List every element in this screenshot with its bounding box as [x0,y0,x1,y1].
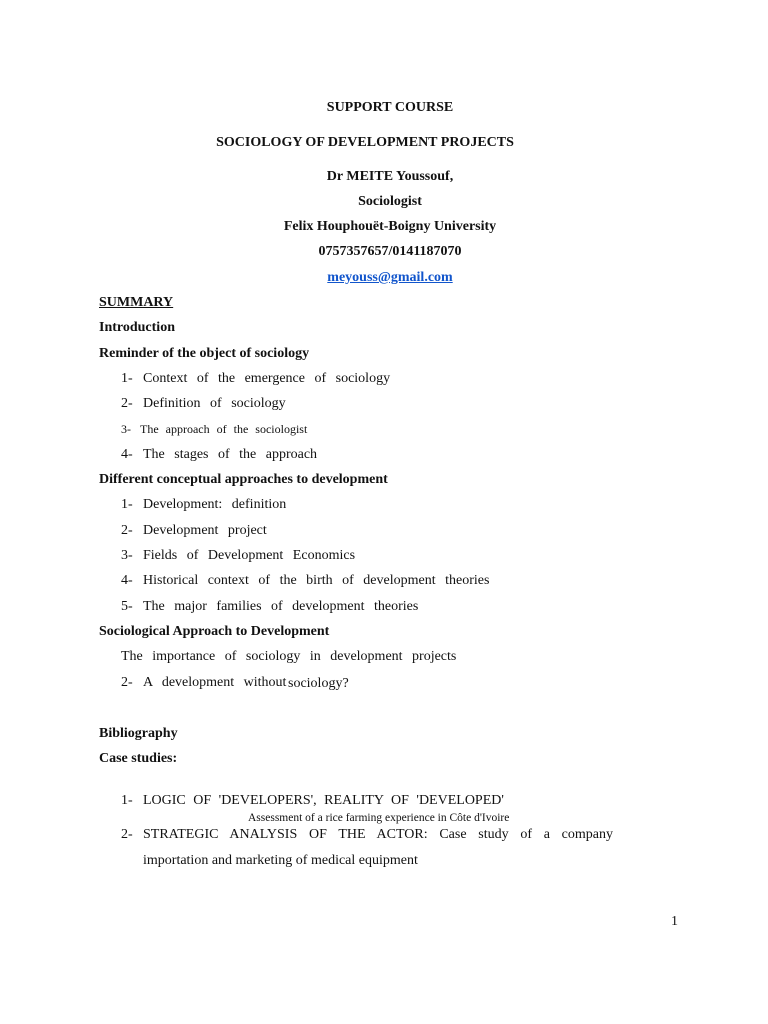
section-2-heading: Different conceptual approaches to development [99,472,388,487]
section-1-item-4: 4- The stages of the approach [121,447,318,462]
section-2-item-4: 4- Historical context of the birth of development theories [121,573,490,588]
section-1-heading: Reminder of the object of sociology [99,346,310,361]
section-3-heading: Sociological Approach to Development [99,624,330,639]
section-3-item-2: 2- A development without [121,675,287,690]
case-study-2-num: 2- [121,827,133,842]
section-3-item-1: The importance of sociology in development projects [121,649,457,664]
case-study-1-subtitle: Assessment of a rice farming experience in Côte d'Ivoire [248,812,510,824]
case-study-2-line-1: STRATEGIC ANALYSIS OF THE ACTOR: Case study of a company [143,827,613,842]
case-study-1-title: 1- LOGIC OF 'DEVELOPERS', REALITY OF 'DEVELOPED' [121,793,504,808]
section-1-item-2: 2- Definition of sociology [121,396,286,411]
email-link[interactable]: meyouss@gmail.com [327,270,453,285]
section-1-item-1: 1- Context of the emergence of sociology [121,371,391,386]
section-2-item-3: 3- Fields of Development Economics [121,548,356,563]
case-studies-heading: Case studies: [99,751,178,766]
course-title: SOCIOLOGY OF DEVELOPMENT PROJECTS [216,135,514,150]
author-phones: 0757357657/0141187070 [318,244,462,259]
introduction-heading: Introduction [99,320,175,335]
case-study-2-line-2: importation and marketing of medical equipment [143,853,418,868]
summary-heading: SUMMARY [99,295,174,310]
author-university: Felix Houphouët-Boigny University [283,219,497,234]
author-name: Dr MEITE Youssouf, [326,169,454,184]
section-1-item-3: 3- The approach of the sociologist [121,422,308,436]
section-2-item-2: 2- Development project [121,523,267,538]
author-role: Sociologist [358,194,422,209]
section-2-item-5: 5- The major families of development theories [121,599,419,614]
course-label: SUPPORT COURSE [326,100,454,115]
section-3-item-2-tail: sociology? [288,676,349,691]
section-2-item-1: 1- Development: definition [121,497,287,512]
bibliography-heading: Bibliography [99,726,178,741]
page-number: 1 [671,914,678,929]
